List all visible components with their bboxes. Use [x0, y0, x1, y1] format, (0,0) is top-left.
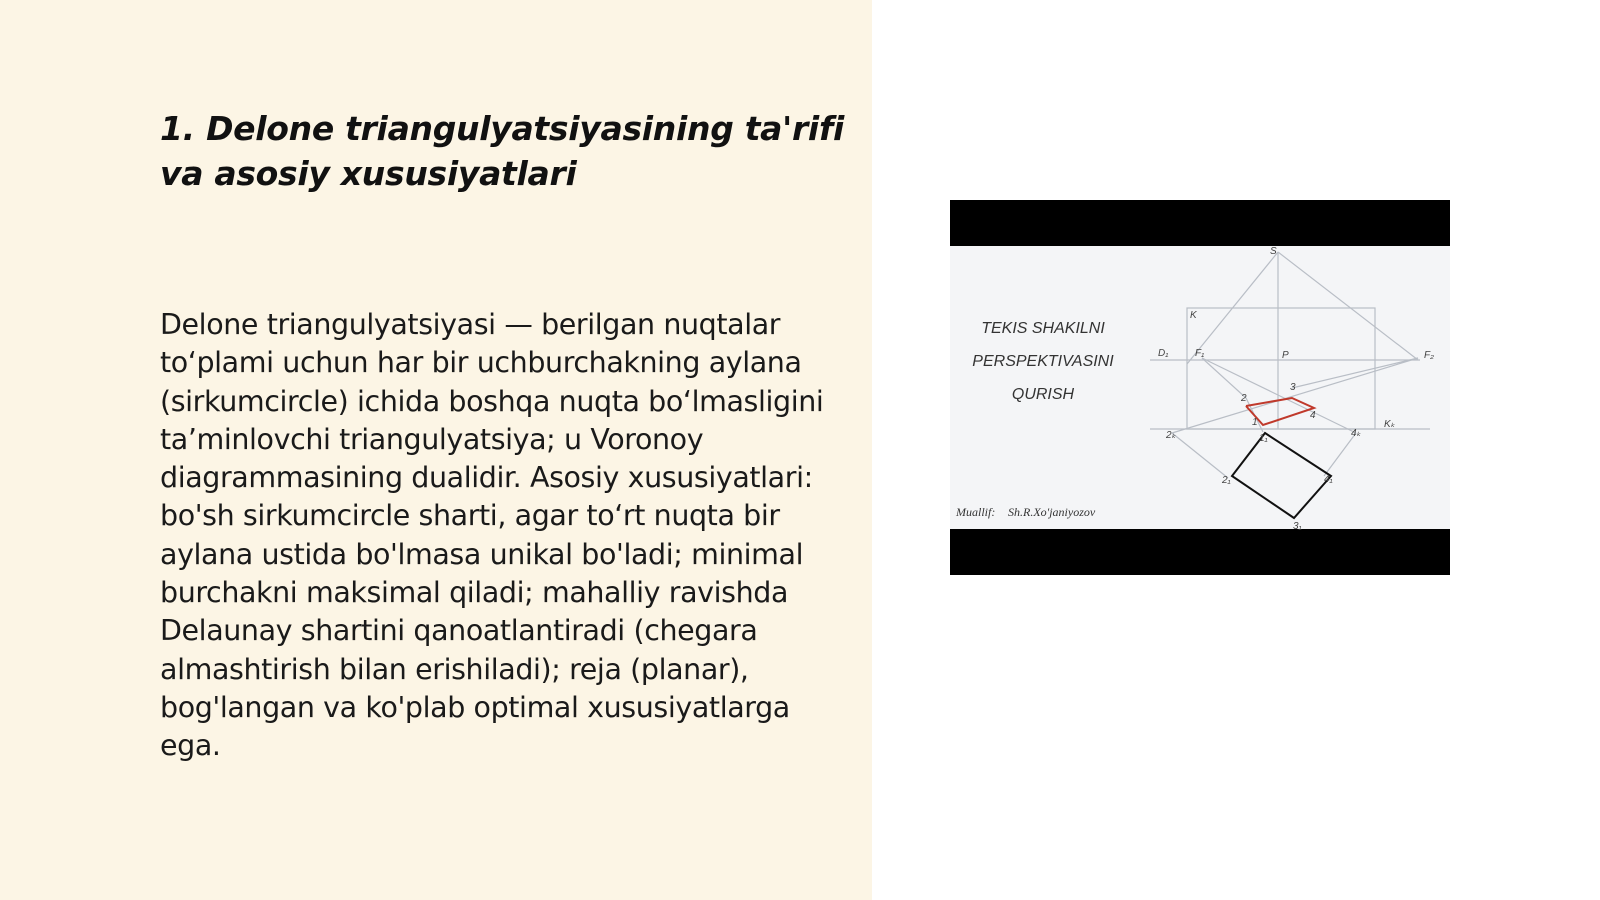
label-d: D₁ — [1158, 348, 1169, 359]
label-3-1: 3₁ — [1293, 521, 1302, 532]
label-1: 1 — [1252, 417, 1258, 428]
label-2: 2 — [1241, 393, 1247, 404]
slide-title: 1. Delone triangulyatsiyasining ta'rifi va asosiy xususiyatlari — [160, 109, 845, 193]
label-4: 4 — [1310, 410, 1316, 421]
caption-line-3: QURISH — [1011, 386, 1075, 403]
label-f2: F₂ — [1424, 350, 1434, 361]
slide-body-text: Delone triangulyatsiyasi — berilgan nuqtalar to‘plami uchun har bir uchburchakning aylana (sirkumcircle) ichida boshqa nuqta bo‘lmasligini ta’minlovchi triangulyatsiya; u Voronoy diagrammasining dualidir. Asosiy xususiyatlari: bo'sh sirkumcircle sharti, agar to‘rt nuqta bir aylana ustida bo'lmasa unikal bo'ladi; minimal burchakni maksimal qiladi; mahalliy ravishda Delaunay shartini qanoatlantiradi (chegara almashtirish bilan erishiladi); reja (planar), bog'langan va ko'plab optimal xususiyatlarga ega. — [160, 308, 824, 763]
perspective-drawing — [950, 200, 1450, 575]
label-2-1: 2₁ — [1222, 475, 1231, 486]
caption-line-2: PERSPEKTIVASINI — [972, 353, 1114, 370]
label-2k: 2ₖ — [1166, 430, 1176, 441]
label-p: P — [1282, 350, 1289, 361]
figure-video-thumbnail[interactable] — [950, 200, 1450, 575]
author-name: Sh.R.Xo'janiyozov — [1008, 505, 1096, 519]
label-4-1: 4₁ — [1324, 474, 1333, 485]
label-s: S — [1270, 246, 1277, 257]
author-label: Muallif: — [956, 505, 996, 519]
caption-line-1: TEKIS SHAKILNI — [981, 320, 1105, 337]
label-k: K — [1190, 310, 1197, 321]
label-3: 3 — [1290, 382, 1296, 393]
label-4k: 4ₖ — [1351, 428, 1361, 439]
label-kk: Kₖ — [1384, 419, 1395, 430]
label-f1: F₁ — [1195, 348, 1205, 359]
label-1-1: 1₁ — [1259, 433, 1268, 444]
